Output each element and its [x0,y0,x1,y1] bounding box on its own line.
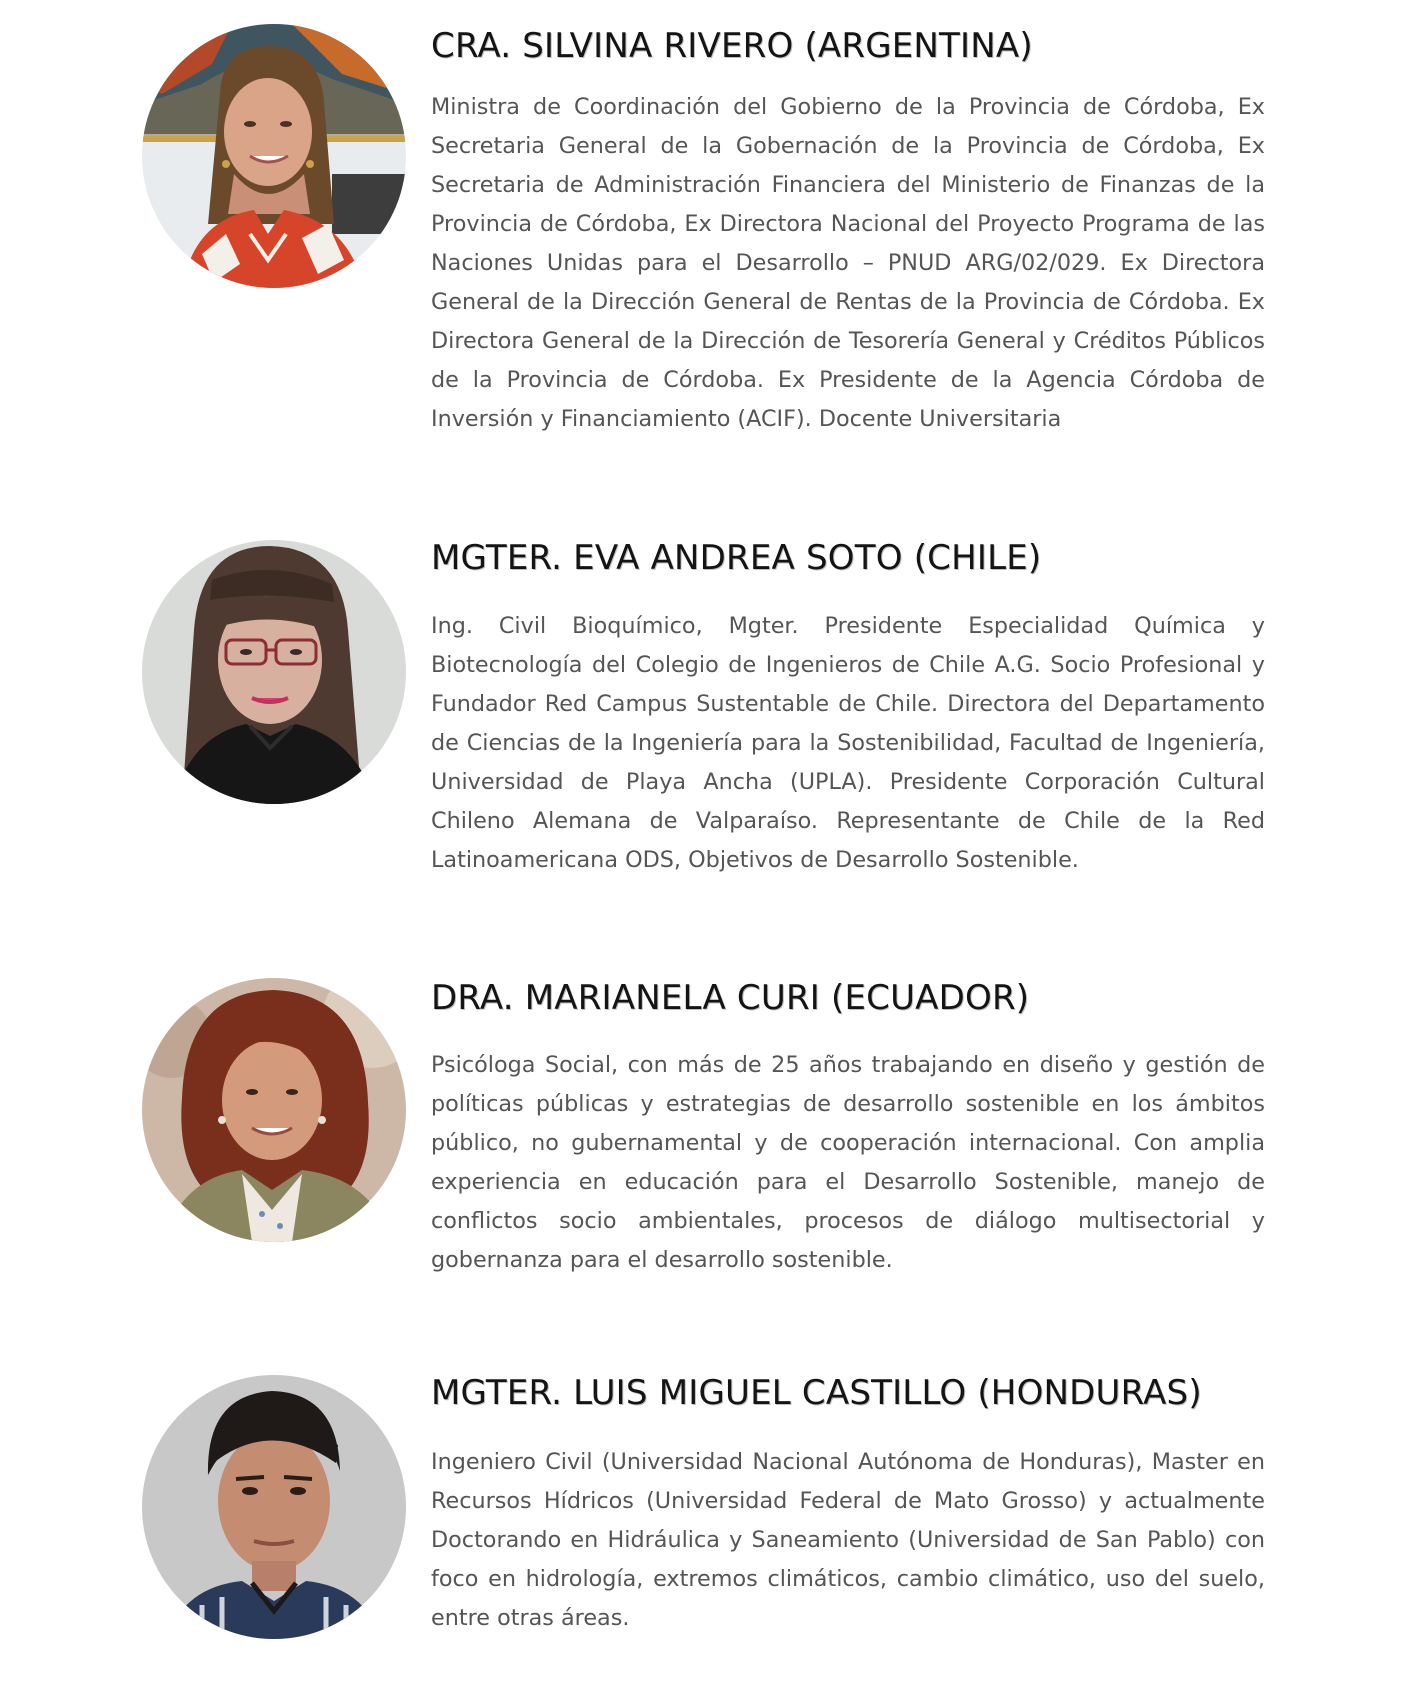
portrait-woman-glasses-icon [142,540,406,804]
speaker-bio: Ministra de Coordinación del Gobierno de la Provincia de Córdoba, Ex Secretaria General de la Gobernación de la Provincia de Córdoba, Ex Secretaria de Administración Financiera del Ministerio de Finanzas de la Provincia de Córdoba, Ex Directora Nacional del Proyecto Programa de las Naciones Unidas para el Desarrollo – PNUD ARG/02/029. Ex Directora General de la Dirección General de Rentas de la Provincia de Córdoba. Ex Directora General de la Dirección de Tesorería General y Créditos Públicos de la Provincia de Córdoba. Ex Presidente de la Agencia Córdoba de Inversión y Financiamiento (ACIF). Docente Universitaria [431,94,1265,432]
speaker-name: CRA. SILVINA RIVERO (ARGENTINA) [431,26,1033,66]
speaker-photo-soto [142,540,406,804]
speaker-bio: Ing. Civil Bioquímico, Mgter. Presidente Especialidad Química y Biotecnología del Colegio de Ingenieros de Chile A.G. Socio Profesional y Fundador Red Campus Sustentable de Chile. Directora del Departamento de Ciencias de la Ingeniería para la Sostenibilidad, Facultad de Ingeniería, Universidad de Playa Ancha (UPLA). Presidente Corporación Cultural Chileno Alemana de Valparaíso. Representante de Chile de la Red Latinoamericana ODS, Objetivos de Desarrollo Sostenible. [431,613,1265,873]
portrait-woman-icon [142,24,406,288]
speaker-bio: Ingeniero Civil (Universidad Nacional Autónoma de Honduras), Master en Recursos Hídricos (Universidad Federal de Mato Grosso) y actualmente Doctorando en Hidráulica y Saneamiento (Universidad de San Pablo) con foco en hidrología, extremos climáticos, cambio climático, uso del suelo, entre otras áreas. [431,1449,1265,1631]
speaker-photo-rivero [142,24,406,288]
portrait-woman-icon [142,978,406,1242]
speaker-photo-curi [142,978,406,1242]
speaker-name: MGTER. LUIS MIGUEL CASTILLO (HONDURAS) [431,1373,1202,1413]
portrait-man-icon [142,1375,406,1639]
speaker-photo-castillo [142,1375,406,1639]
speaker-bio: Psicóloga Social, con más de 25 años trabajando en diseño y gestión de políticas públicas y estrategias de desarrollo sostenible en los ámbitos público, no gubernamental y de cooperación internacional. Con amplia experiencia en educación para el Desarrollo Sostenible, manejo de conflictos socio ambientales, procesos de diálogo multisectorial y gobernanza para el desarrollo sostenible. [431,1052,1265,1273]
speaker-name: MGTER. EVA ANDREA SOTO (CHILE) [431,538,1042,578]
speaker-name: DRA. MARIANELA CURI (ECUADOR) [431,978,1030,1018]
